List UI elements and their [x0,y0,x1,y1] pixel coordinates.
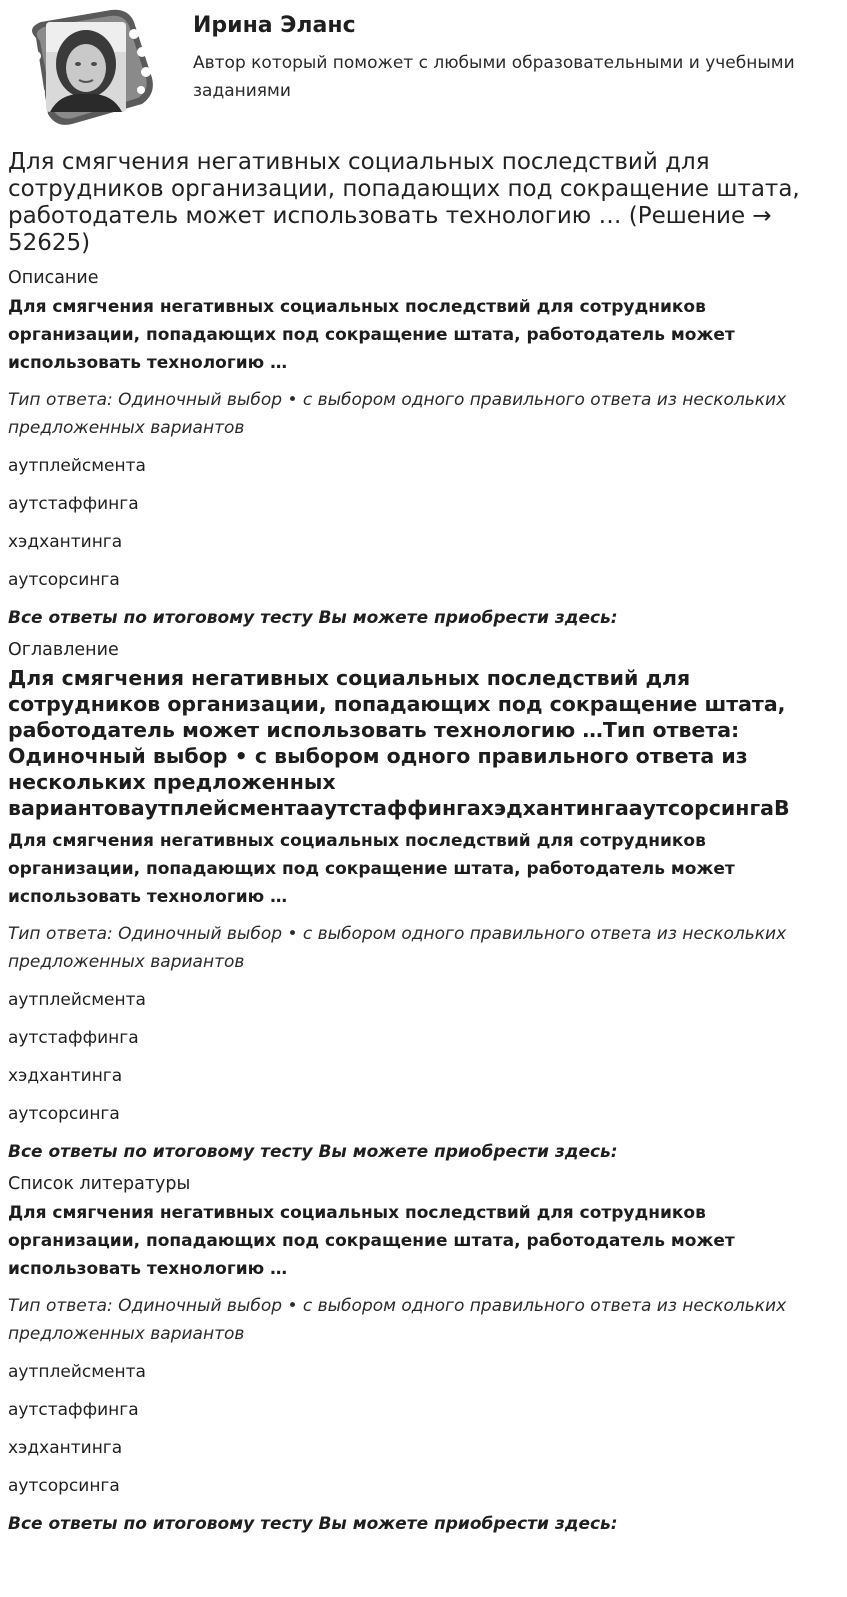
section-heading-toc: Оглавление [8,640,119,660]
question-text: Для смягчения негативных социальных последствий для сотрудников организации, попадающих под сокращение штата, работодатель может использовать технологию … [8,297,735,373]
answer-option: аутплейсмента [8,990,146,1010]
answer-type: Тип ответа: Одиночный выбор • с выбором одного правильного ответа из нескольких предложенных вариантов [8,390,787,438]
author-description: Автор который поможет с любыми образовательными и учебными заданиями [193,53,795,101]
buy-note: Все ответы по итоговому тесту Вы можете приобрести здесь: [8,1142,618,1162]
answer-option: аутсорсинга [8,570,120,590]
answer-option: аутплейсмента [8,456,146,476]
buy-note: Все ответы по итоговому тесту Вы можете приобрести здесь: [8,1514,618,1534]
question-text: Для смягчения негативных социальных последствий для сотрудников организации, попадающих под сокращение штата, работодатель может использовать технологию … [8,831,735,907]
author-avatar[interactable] [16,8,156,126]
answer-type: Тип ответа: Одиночный выбор • с выбором одного правильного ответа из нескольких предложенных вариантов [8,924,787,972]
answer-option: хэдхантинга [8,1066,123,1086]
answer-option: аутплейсмента [8,1362,146,1382]
description-section [8,267,839,632]
section-heading-literature: Список литературы [8,1174,191,1194]
buy-note: Все ответы по итоговому тесту Вы можете приобрести здесь: [8,608,618,628]
author-name[interactable]: Ирина Эланс [193,13,356,38]
answer-option: хэдхантинга [8,532,123,552]
page-title: Для смягчения негативных социальных последствий для сотрудников организации, попадающих под сокращение штата, работодатель может использовать технологию … (Решение → 52625) [8,149,800,256]
answer-option: аутсорсинга [8,1104,120,1124]
question-text: Для смягчения негативных социальных последствий для сотрудников организации, попадающих под сокращение штата, работодатель может использовать технологию … [8,1203,735,1279]
answer-option: аутсорсинга [8,1476,120,1496]
answer-option: хэдхантинга [8,1438,123,1458]
literature-section [8,1173,839,1538]
toc-section [8,639,839,1166]
answer-option: аутстаффинга [8,1400,139,1420]
answer-option: аутстаффинга [8,1028,139,1048]
section-heading-description: Описание [8,268,99,288]
answer-type: Тип ответа: Одиночный выбор • с выбором одного правильного ответа из нескольких предложенных вариантов [8,1296,787,1344]
toc-summary: Для смягчения негативных социальных последствий для сотрудников организации, попадающих под сокращение штата, работодатель может использовать технологию …Тип ответа: Одиночный выбор • с выбором одного правильного ответа из нескольких предложенных вариантоваутплейсментааутстаффингахэдхантингааутсорсингаВ [8,666,790,820]
author-card [8,0,839,140]
answer-option: аутстаффинга [8,494,139,514]
